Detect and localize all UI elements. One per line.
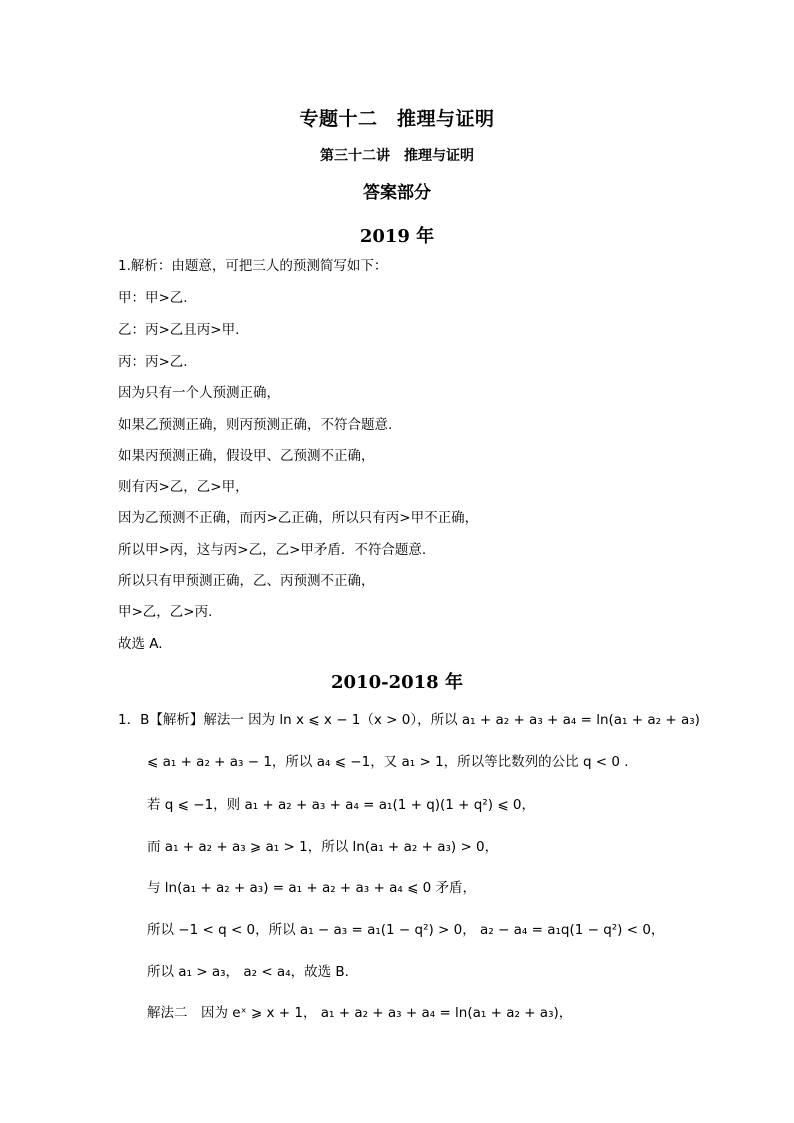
solution-line: 甲：甲>乙. bbox=[118, 290, 188, 306]
solution-line: 若 q ⩽ −1，则 a₁ + a₂ + a₃ + a₄ = a₁(1 + q)(1 + q²) ⩽ 0， bbox=[147, 797, 536, 813]
page-subtitle: 第三十二讲 推理与证明 bbox=[320, 148, 474, 164]
year-heading-2019: 2019 年 bbox=[359, 226, 435, 247]
solution-line: 而 a₁ + a₂ + a₃ ⩾ a₁ > 1，所以 ln(a₁ + a₂ + a₃) > 0， bbox=[147, 839, 499, 855]
solution-line: 与 ln(a₁ + a₂ + a₃) = a₁ + a₂ + a₃ + a₄ ⩽ 0 矛盾， bbox=[147, 880, 477, 896]
solution-line: 因为只有一个人预测正确， bbox=[118, 385, 280, 401]
solution-line: 乙：丙>乙且丙>甲. bbox=[118, 322, 240, 338]
solution-line: 甲>乙，乙>丙. bbox=[118, 604, 213, 620]
solution-line: 所以 −1 < q < 0，所以 a₁ − a₃ = a₁(1 − q²) > 0， a₂ − a₄ = a₁q(1 − q²) < 0， bbox=[147, 922, 665, 938]
solution-line: 所以甲>丙，这与丙>乙，乙>甲矛盾．不符合题意. bbox=[118, 542, 427, 558]
solution-line: 则有丙>乙，乙>甲， bbox=[118, 479, 249, 495]
solution-line: 所以只有甲预测正确，乙、丙预测不正确， bbox=[118, 573, 375, 589]
solution-line: 解法二 因为 eˣ ⩾ x + 1， a₁ + a₂ + a₃ + a₄ = ln(a₁ + a₂ + a₃)， bbox=[147, 1005, 573, 1021]
solution-line: 丙：丙>乙. bbox=[118, 354, 188, 370]
solution-line: 所以 a₁ > a₃， a₂ < a₄，故选 B. bbox=[147, 964, 349, 980]
solution-line: 如果丙预测正确，假设甲、乙预测不正确， bbox=[118, 448, 375, 464]
solution-line: 因为乙预测不正确，而丙>乙正确，所以只有丙>甲不正确， bbox=[118, 510, 479, 526]
solution-line: 1．B【解析】解法一 因为 ln x ⩽ x − 1（x > 0），所以 a₁ + a₂ + a₃ + a₄ = ln(a₁ + a₂ + a₃) bbox=[118, 712, 700, 728]
section-heading: 答案部分 bbox=[363, 183, 431, 203]
page-title: 专题十二 推理与证明 bbox=[299, 108, 495, 130]
solution-line: 1.解析：由题意，可把三人的预测简写如下： bbox=[118, 258, 388, 274]
year-heading-2010-2018: 2010-2018 年 bbox=[331, 672, 463, 693]
solution-line: 如果乙预测正确，则丙预测正确，不符合题意. bbox=[118, 417, 393, 433]
solution-line: ⩽ a₁ + a₂ + a₃ − 1，所以 a₄ ⩽ −1，又 a₁ > 1，所以等比数列的公比 q < 0 . bbox=[147, 754, 629, 770]
solution-line: 故选 A. bbox=[118, 636, 163, 652]
